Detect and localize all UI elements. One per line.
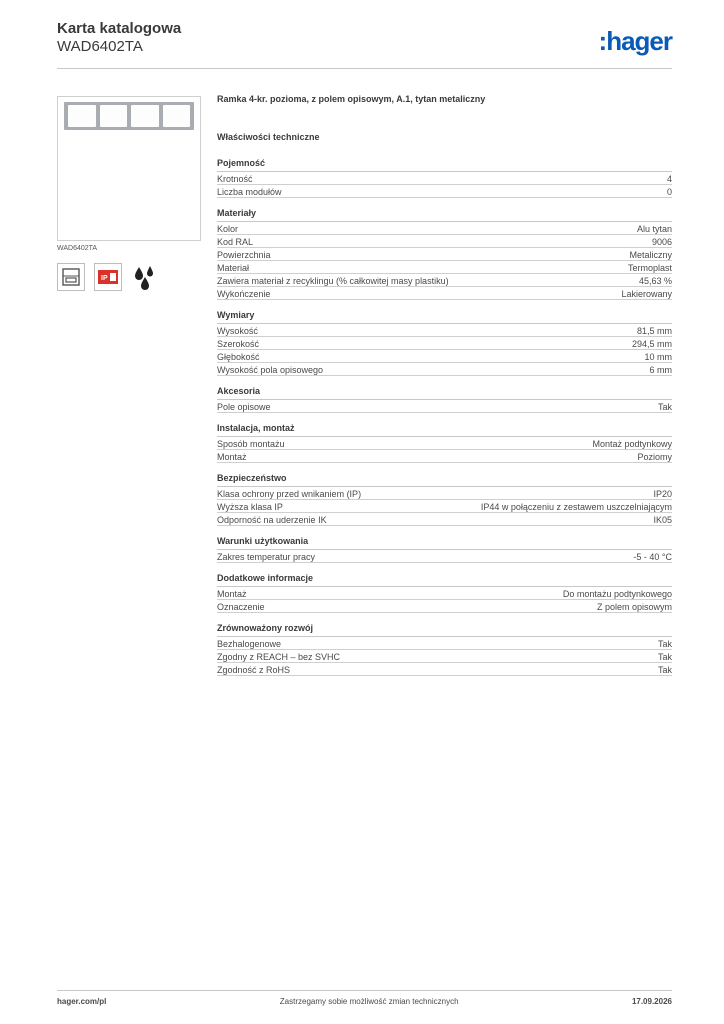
spec-label: Zgodność z RoHS bbox=[217, 665, 291, 675]
spec-row bbox=[217, 650, 672, 663]
spec-group bbox=[217, 309, 672, 376]
footer-site-link[interactable]: hager.com/pl bbox=[57, 997, 107, 1006]
spec-value: Alu tytan bbox=[636, 224, 672, 234]
frame-slot bbox=[131, 105, 159, 127]
spec-row bbox=[217, 337, 672, 350]
spec-label: Bezhalogenowe bbox=[217, 639, 282, 649]
spec-row bbox=[217, 513, 672, 526]
footer-divider bbox=[57, 990, 672, 991]
spec-row bbox=[217, 487, 672, 500]
spec-label: Zgodny z REACH – bez SVHC bbox=[217, 652, 341, 662]
frame-slot bbox=[68, 105, 96, 127]
product-image bbox=[57, 96, 201, 241]
spec-label: Szerokość bbox=[217, 339, 260, 349]
spec-group bbox=[217, 207, 672, 300]
spec-row bbox=[217, 248, 672, 261]
document-title: Karta katalogowa bbox=[57, 20, 182, 37]
spec-value: Metaliczny bbox=[629, 250, 672, 260]
spec-label: Klasa ochrony przed wnikaniem (IP) bbox=[217, 489, 362, 499]
spec-label: Montaż bbox=[217, 452, 247, 462]
ip-rating-icon bbox=[94, 263, 122, 291]
spec-label: Montaż bbox=[217, 589, 247, 599]
spec-group bbox=[217, 422, 672, 463]
product-description: Ramka 4-kr. pozioma, z polem opisowym, A.1, tytan metaliczny bbox=[217, 94, 486, 104]
hager-logo[interactable]: :hager bbox=[598, 26, 672, 56]
spec-group-title: Akcesoria bbox=[217, 385, 672, 400]
spec-value: 45,63 % bbox=[638, 276, 672, 286]
spec-row bbox=[217, 185, 672, 198]
product-code: WAD6402TA bbox=[57, 38, 143, 55]
spec-group bbox=[217, 572, 672, 613]
spec-row bbox=[217, 274, 672, 287]
spec-value: 0 bbox=[666, 187, 672, 197]
spec-value: 10 mm bbox=[644, 352, 672, 362]
spec-group bbox=[217, 472, 672, 526]
spec-value: Tak bbox=[657, 652, 672, 662]
spec-value: 6 mm bbox=[649, 365, 672, 375]
spec-value: 9006 bbox=[651, 237, 672, 247]
spec-group-title: Bezpieczeństwo bbox=[217, 472, 672, 487]
spec-label: Wysokość bbox=[217, 326, 258, 336]
spec-row bbox=[217, 500, 672, 513]
spec-label: Wyższa klasa IP bbox=[217, 502, 283, 512]
spec-group bbox=[217, 622, 672, 676]
spec-group-title: Warunki użytkowania bbox=[217, 535, 672, 550]
spec-label: Powierzchnia bbox=[217, 250, 271, 260]
spec-label: Sposób montażu bbox=[217, 439, 285, 449]
spec-label: Zakres temperatur pracy bbox=[217, 552, 316, 562]
spec-row bbox=[217, 450, 672, 463]
spec-value: Tak bbox=[657, 402, 672, 412]
spec-row bbox=[217, 637, 672, 650]
spec-label: Odporność na uderzenie IK bbox=[217, 515, 327, 525]
spec-label: Wysokość pola opisowego bbox=[217, 365, 323, 375]
spec-label: Pole opisowe bbox=[217, 402, 271, 412]
spec-value: -5 - 40 °C bbox=[633, 552, 672, 562]
spec-row bbox=[217, 287, 672, 300]
spec-value: Lakierowany bbox=[621, 289, 672, 299]
spec-value: IK05 bbox=[653, 515, 672, 525]
spec-group bbox=[217, 385, 672, 413]
spec-row bbox=[217, 437, 672, 450]
spec-row bbox=[217, 587, 672, 600]
spec-group-title: Wymiary bbox=[217, 309, 672, 324]
spec-label: Krotność bbox=[217, 174, 253, 184]
footer-date: 17.09.2026 bbox=[631, 997, 672, 1006]
spec-label: Liczba modułów bbox=[217, 187, 282, 197]
spec-groups bbox=[217, 157, 672, 676]
spec-row bbox=[217, 350, 672, 363]
spec-group-title: Pojemność bbox=[217, 157, 672, 172]
spec-label: Kod RAL bbox=[217, 237, 254, 247]
feature-icons bbox=[57, 263, 159, 291]
spec-value: IP44 w połączeniu z zestawem uszczelniającym bbox=[480, 502, 672, 512]
spec-label: Oznaczenie bbox=[217, 602, 265, 612]
spec-label: Kolor bbox=[217, 224, 239, 234]
spec-label: Wykończenie bbox=[217, 289, 271, 299]
spec-group bbox=[217, 157, 672, 198]
spec-group bbox=[217, 535, 672, 563]
spec-value: IP20 bbox=[653, 489, 672, 499]
spec-label: Głębokość bbox=[217, 352, 260, 362]
spec-value: 81,5 mm bbox=[636, 326, 672, 336]
spec-value: Tak bbox=[657, 639, 672, 649]
spec-row bbox=[217, 550, 672, 563]
spec-value: Termoplast bbox=[627, 263, 672, 273]
spec-value: Tak bbox=[657, 665, 672, 675]
frame-slot bbox=[100, 105, 128, 127]
spec-row bbox=[217, 324, 672, 337]
spec-row bbox=[217, 222, 672, 235]
spec-group-title: Materiały bbox=[217, 207, 672, 222]
spec-value: Z polem opisowym bbox=[596, 602, 672, 612]
frame-picture bbox=[64, 102, 194, 130]
spec-value: 4 bbox=[666, 174, 672, 184]
spec-label: Zawiera materiał z recyklingu (% całkowitej masy plastiku) bbox=[217, 276, 449, 286]
footer-note: Zastrzegamy sobie możliwość zmian technicznych bbox=[279, 997, 459, 1006]
page-footer bbox=[57, 997, 672, 1006]
spec-row bbox=[217, 235, 672, 248]
header-divider bbox=[57, 68, 672, 69]
spec-label: Materiał bbox=[217, 263, 250, 273]
spec-content bbox=[217, 93, 672, 685]
spec-group-title: Instalacja, montaż bbox=[217, 422, 672, 437]
spec-row bbox=[217, 400, 672, 413]
spec-row bbox=[217, 261, 672, 274]
spec-group-title: Zrównoważony rozwój bbox=[217, 622, 672, 637]
spec-value: Do montażu podtynkowego bbox=[562, 589, 672, 599]
svg-text:IP: IP bbox=[101, 275, 108, 282]
tech-properties-heading: Właściwości techniczne bbox=[217, 132, 320, 142]
flush-mount-icon bbox=[57, 263, 85, 291]
document-header bbox=[57, 20, 181, 56]
spec-row bbox=[217, 663, 672, 676]
spec-value: 294,5 mm bbox=[631, 339, 672, 349]
spec-row bbox=[217, 600, 672, 613]
image-caption: WAD6402TA bbox=[57, 245, 98, 252]
spec-row bbox=[217, 172, 672, 185]
water-drops-icon bbox=[131, 263, 159, 291]
frame-slot bbox=[163, 105, 191, 127]
spec-row bbox=[217, 363, 672, 376]
spec-group-title: Dodatkowe informacje bbox=[217, 572, 672, 587]
spec-value: Montaż podtynkowy bbox=[592, 439, 672, 449]
spec-value: Poziomy bbox=[637, 452, 672, 462]
